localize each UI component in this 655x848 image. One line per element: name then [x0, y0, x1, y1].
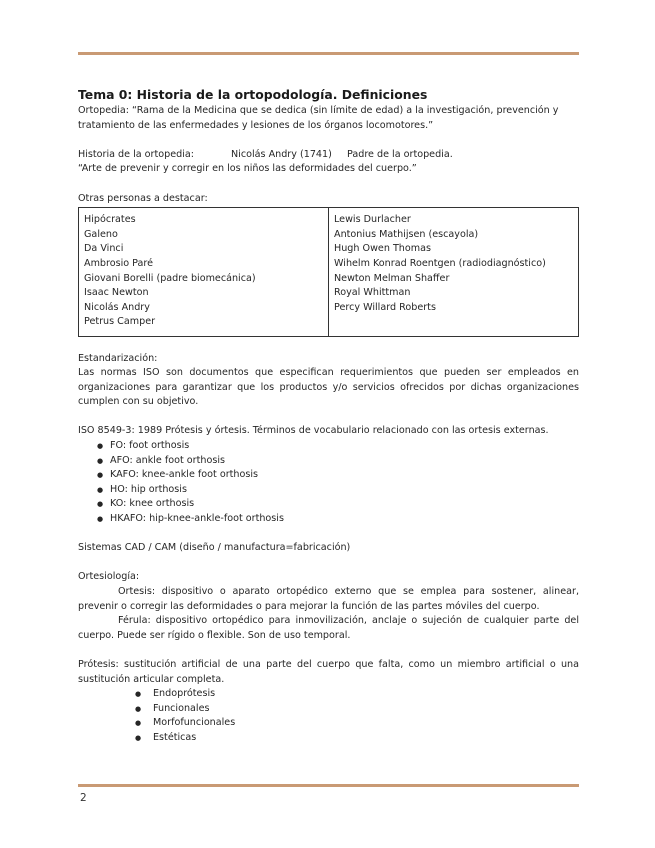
person-item: Hugh Owen Thomas — [334, 243, 431, 255]
ortopedia-definition: Ortopedia: “Rama de la Medicina que se dedica (sin límite de edad) a la investigación, prevención y tratamiento de las enfermedades y lesiones de los órganos locomotores.” — [78, 105, 559, 131]
person-item: Antonius Mathijsen (escayola) — [334, 228, 479, 240]
page-number: 2 — [80, 792, 87, 804]
people-table — [78, 207, 579, 337]
person-item: Petrus Camper — [84, 316, 156, 328]
ortesiologia-label: Ortesiología: — [78, 571, 140, 583]
ortesis-definition: Ortesis: dispositivo o aparato ortopédico externo que se emplea para sostener, alinear, prevenir o corregir las deformidades o para mejorar la función de las partes móviles del cuerpo. — [78, 586, 579, 612]
iso-list — [78, 439, 579, 527]
list-item: ● KO: knee orthosis — [78, 497, 579, 512]
document-body — [78, 86, 579, 746]
footer-rule — [78, 784, 579, 787]
person-item: Lewis Durlacher — [334, 214, 411, 226]
person-item: Nicolás Andry — [84, 301, 150, 313]
people-column-right — [329, 208, 579, 337]
list-item: ● Endoprótesis — [78, 687, 579, 702]
list-item: ● KAFO: knee-ankle foot orthosis — [78, 468, 579, 483]
protesis-list — [78, 687, 579, 745]
people-column-left — [79, 208, 329, 337]
historia-role: Padre de la ortopedia. — [347, 148, 453, 160]
historia-label: Historia de la ortopedia: — [78, 148, 194, 160]
iso-heading: ISO 8549-3: 1989 Prótesis y órtesis. Términos de vocabulario relacionado con las ortesis externas. — [78, 425, 549, 437]
historia-line — [78, 148, 579, 163]
person-item: Isaac Newton — [84, 287, 149, 299]
header-rule — [78, 52, 579, 55]
protesis-definition: Prótesis: sustitución artificial de una parte del cuerpo que falta, como un miembro artificial o una sustitución articular completa. — [78, 658, 579, 685]
list-item: ● HKAFO: hip-knee-ankle-foot orthosis — [78, 512, 579, 527]
list-item: ● Estéticas — [78, 731, 579, 746]
person-item: Percy Willard Roberts — [334, 301, 436, 313]
list-item: ● Morfofuncionales — [78, 716, 579, 731]
list-item: ● FO: foot orthosis — [78, 439, 579, 454]
page-title: Tema 0: Historia de la ortopodología. Definiciones — [78, 87, 428, 102]
ferula-definition: Férula: dispositivo ortopédico para inmovilización, anclaje o sujeción de cualquier parte del cuerpo. Puede ser rígido o flexible. Son de uso temporal. — [78, 615, 579, 641]
person-item: Hipócrates — [84, 214, 136, 226]
person-item: Newton Melman Shaffer — [334, 272, 450, 284]
person-item: Wihelm Konrad Roentgen (radiodiagnóstico) — [334, 257, 546, 269]
person-item: Royal Whittman — [334, 287, 411, 299]
cad-cam-line: Sistemas CAD / CAM (diseño / manufactura=fabricación) — [78, 542, 351, 554]
otras-label: Otras personas a destacar: — [78, 192, 208, 204]
list-item: ● HO: hip orthosis — [78, 483, 579, 498]
estandarizacion-text: Las normas ISO son documentos que especifican requerimientos que pueden ser empleados en organizaciones para garantizar que los productos y/o servicios ofrecidos por dichas organizaciones cumplen con su objetivo. — [78, 367, 579, 408]
historia-person: Nicolás Andry (1741) — [231, 148, 332, 160]
person-item: Da Vinci — [84, 243, 124, 255]
estandarizacion-label: Estandarización: — [78, 352, 158, 364]
historia-quote: “Arte de prevenir y corregir en los niños las deformidades del cuerpo.” — [78, 163, 417, 175]
person-item: Galeno — [84, 228, 118, 240]
person-item: Giovani Borelli (padre biomecánica) — [84, 272, 256, 284]
list-item: ● Funcionales — [78, 702, 579, 717]
list-item: ● AFO: ankle foot orthosis — [78, 454, 579, 469]
person-item: Ambrosio Paré — [84, 257, 154, 269]
